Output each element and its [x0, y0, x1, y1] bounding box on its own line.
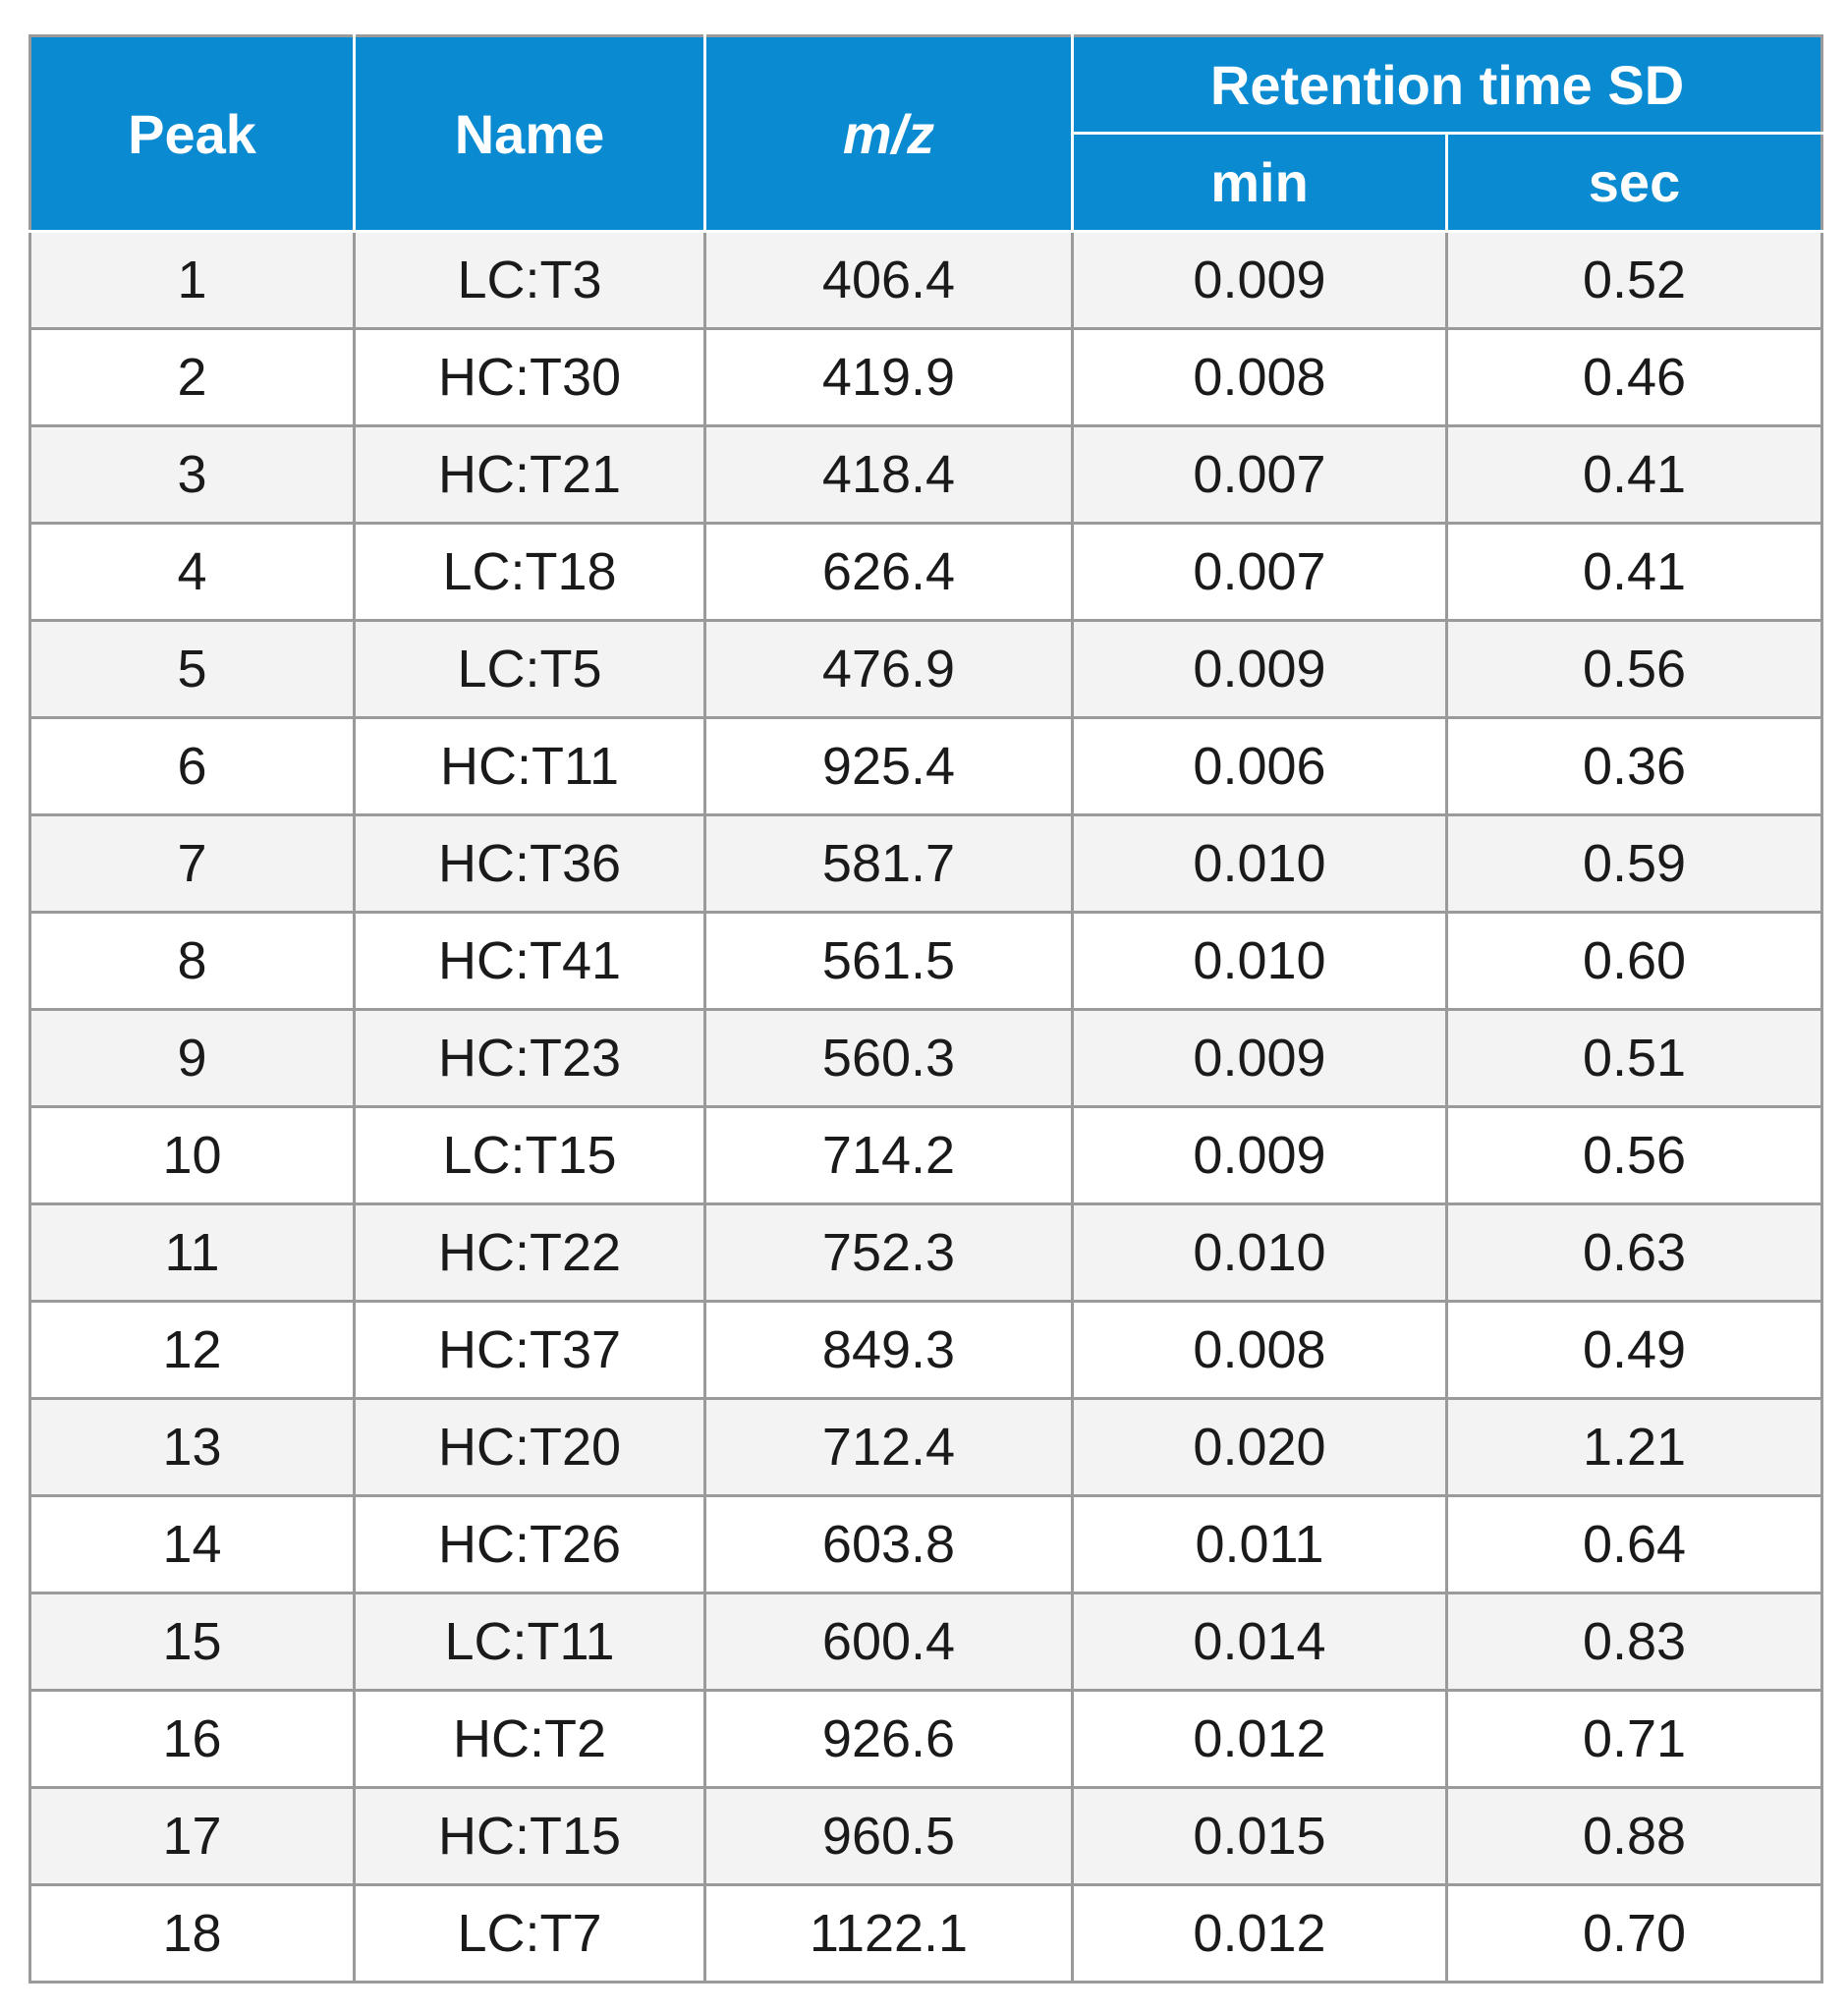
- cell-name: HC:T21: [355, 426, 705, 524]
- cell-peak: 15: [30, 1593, 355, 1691]
- cell-name: HC:T11: [355, 718, 705, 815]
- cell-name: LC:T7: [355, 1885, 705, 1983]
- cell-peak: 17: [30, 1788, 355, 1885]
- cell-min: 0.008: [1073, 1302, 1447, 1399]
- cell-name: LC:T18: [355, 524, 705, 621]
- cell-mz: 714.2: [705, 1107, 1073, 1204]
- table-row: [30, 718, 1822, 815]
- cell-min: 0.009: [1073, 1010, 1447, 1107]
- cell-name: HC:T37: [355, 1302, 705, 1399]
- cell-name: HC:T2: [355, 1691, 705, 1788]
- cell-sec: 0.56: [1447, 621, 1822, 718]
- cell-mz: 926.6: [705, 1691, 1073, 1788]
- cell-peak: 14: [30, 1496, 355, 1593]
- table-row: [30, 1691, 1822, 1788]
- cell-peak: 3: [30, 426, 355, 524]
- cell-peak: 6: [30, 718, 355, 815]
- cell-mz: 603.8: [705, 1496, 1073, 1593]
- table-row: [30, 621, 1822, 718]
- cell-name: LC:T11: [355, 1593, 705, 1691]
- header-row-1: [30, 36, 1822, 134]
- cell-sec: 0.71: [1447, 1691, 1822, 1788]
- cell-mz: 849.3: [705, 1302, 1073, 1399]
- header-sec: sec: [1447, 134, 1822, 232]
- cell-mz: 418.4: [705, 426, 1073, 524]
- cell-name: LC:T5: [355, 621, 705, 718]
- cell-peak: 1: [30, 232, 355, 329]
- cell-peak: 5: [30, 621, 355, 718]
- cell-min: 0.007: [1073, 524, 1447, 621]
- cell-mz: 960.5: [705, 1788, 1073, 1885]
- cell-min: 0.010: [1073, 913, 1447, 1010]
- table-header: [30, 36, 1822, 232]
- cell-mz: 600.4: [705, 1593, 1073, 1691]
- cell-name: HC:T36: [355, 815, 705, 913]
- cell-min: 0.009: [1073, 621, 1447, 718]
- cell-sec: 0.88: [1447, 1788, 1822, 1885]
- cell-mz: 752.3: [705, 1204, 1073, 1302]
- cell-peak: 16: [30, 1691, 355, 1788]
- cell-min: 0.009: [1073, 232, 1447, 329]
- table-row: [30, 1399, 1822, 1496]
- cell-name: HC:T15: [355, 1788, 705, 1885]
- cell-min: 0.008: [1073, 329, 1447, 426]
- cell-peak: 18: [30, 1885, 355, 1983]
- table-row: [30, 232, 1822, 329]
- cell-min: 0.010: [1073, 1204, 1447, 1302]
- cell-min: 0.012: [1073, 1691, 1447, 1788]
- cell-sec: 1.21: [1447, 1399, 1822, 1496]
- cell-min: 0.012: [1073, 1885, 1447, 1983]
- cell-mz: 581.7: [705, 815, 1073, 913]
- header-mz: m/z: [705, 36, 1073, 232]
- cell-name: HC:T26: [355, 1496, 705, 1593]
- cell-min: 0.006: [1073, 718, 1447, 815]
- table-row: [30, 1885, 1822, 1983]
- cell-peak: 7: [30, 815, 355, 913]
- cell-name: HC:T22: [355, 1204, 705, 1302]
- cell-sec: 0.36: [1447, 718, 1822, 815]
- cell-sec: 0.41: [1447, 426, 1822, 524]
- cell-min: 0.007: [1073, 426, 1447, 524]
- cell-mz: 626.4: [705, 524, 1073, 621]
- cell-mz: 560.3: [705, 1010, 1073, 1107]
- retention-time-table-container: [28, 34, 1820, 1984]
- header-retention-time-sd: Retention time SD: [1073, 36, 1822, 134]
- cell-name: HC:T23: [355, 1010, 705, 1107]
- cell-sec: 0.83: [1447, 1593, 1822, 1691]
- cell-sec: 0.64: [1447, 1496, 1822, 1593]
- cell-sec: 0.51: [1447, 1010, 1822, 1107]
- cell-mz: 925.4: [705, 718, 1073, 815]
- cell-sec: 0.46: [1447, 329, 1822, 426]
- cell-name: HC:T41: [355, 913, 705, 1010]
- table-row: [30, 815, 1822, 913]
- cell-peak: 4: [30, 524, 355, 621]
- cell-min: 0.020: [1073, 1399, 1447, 1496]
- cell-mz: 406.4: [705, 232, 1073, 329]
- cell-peak: 10: [30, 1107, 355, 1204]
- cell-peak: 11: [30, 1204, 355, 1302]
- header-peak: Peak: [30, 36, 355, 232]
- cell-min: 0.014: [1073, 1593, 1447, 1691]
- cell-sec: 0.70: [1447, 1885, 1822, 1983]
- table-row: [30, 524, 1822, 621]
- cell-peak: 12: [30, 1302, 355, 1399]
- cell-name: HC:T20: [355, 1399, 705, 1496]
- cell-min: 0.010: [1073, 815, 1447, 913]
- cell-min: 0.011: [1073, 1496, 1447, 1593]
- table-row: [30, 1204, 1822, 1302]
- table-row: [30, 426, 1822, 524]
- cell-min: 0.009: [1073, 1107, 1447, 1204]
- cell-sec: 0.49: [1447, 1302, 1822, 1399]
- table-row: [30, 1788, 1822, 1885]
- cell-name: LC:T3: [355, 232, 705, 329]
- table-row: [30, 1010, 1822, 1107]
- cell-mz: 1122.1: [705, 1885, 1073, 1983]
- cell-name: LC:T15: [355, 1107, 705, 1204]
- table-row: [30, 1302, 1822, 1399]
- cell-sec: 0.63: [1447, 1204, 1822, 1302]
- table-row: [30, 1593, 1822, 1691]
- cell-peak: 13: [30, 1399, 355, 1496]
- cell-sec: 0.52: [1447, 232, 1822, 329]
- cell-sec: 0.59: [1447, 815, 1822, 913]
- table-row: [30, 913, 1822, 1010]
- header-min: min: [1073, 134, 1447, 232]
- cell-peak: 9: [30, 1010, 355, 1107]
- table-row: [30, 329, 1822, 426]
- cell-sec: 0.60: [1447, 913, 1822, 1010]
- cell-mz: 712.4: [705, 1399, 1073, 1496]
- header-name: Name: [355, 36, 705, 232]
- cell-peak: 2: [30, 329, 355, 426]
- cell-peak: 8: [30, 913, 355, 1010]
- table-row: [30, 1107, 1822, 1204]
- cell-sec: 0.56: [1447, 1107, 1822, 1204]
- cell-mz: 561.5: [705, 913, 1073, 1010]
- table-body: [30, 232, 1822, 1983]
- cell-name: HC:T30: [355, 329, 705, 426]
- retention-time-table: [28, 34, 1823, 1984]
- cell-mz: 419.9: [705, 329, 1073, 426]
- cell-sec: 0.41: [1447, 524, 1822, 621]
- cell-mz: 476.9: [705, 621, 1073, 718]
- table-row: [30, 1496, 1822, 1593]
- cell-min: 0.015: [1073, 1788, 1447, 1885]
